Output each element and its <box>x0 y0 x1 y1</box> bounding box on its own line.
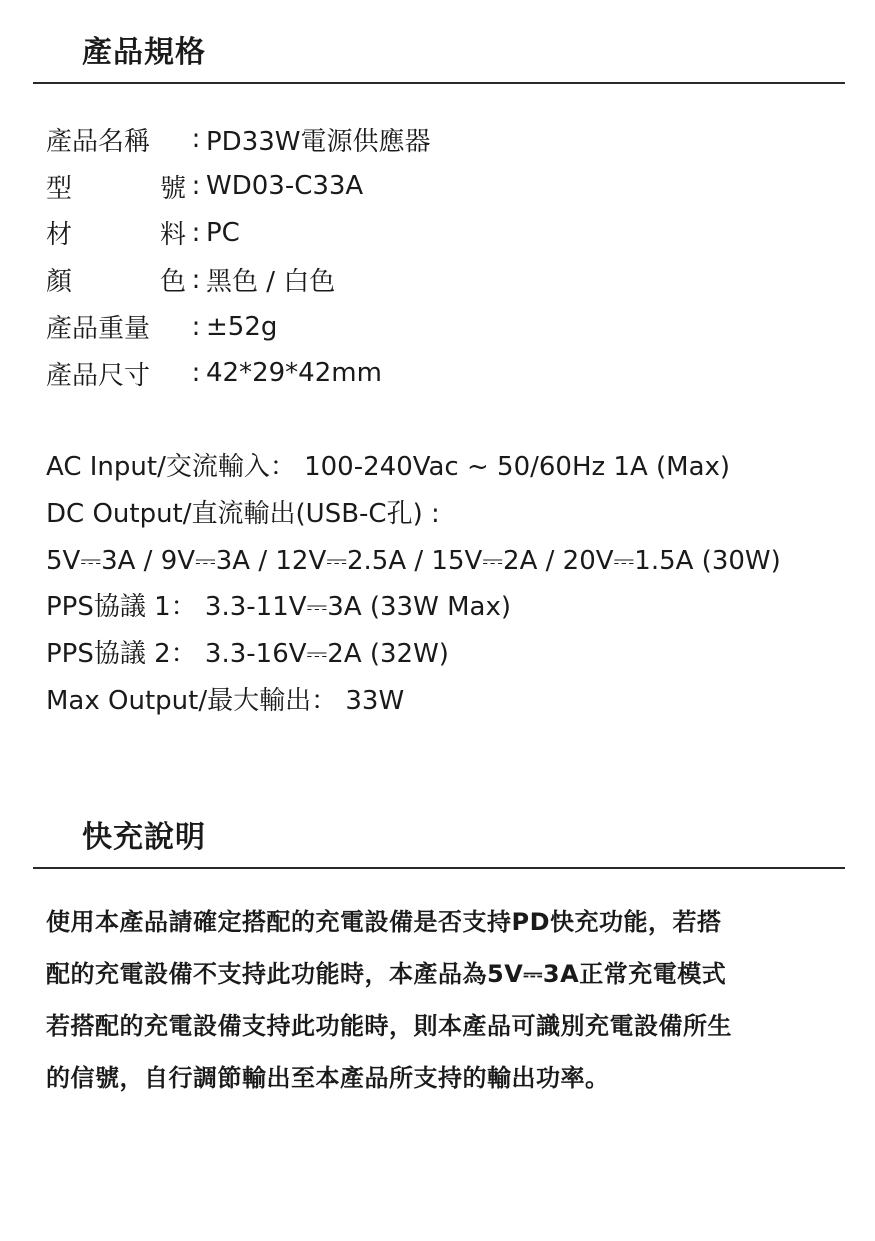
pps2-line: PPS協議 2： 3.3-16V⎓2A (32W) <box>46 639 449 670</box>
pps1-line: PPS協議 1： 3.3-11V⎓3A (33W Max) <box>46 592 511 623</box>
spec-heading-divider <box>33 82 845 84</box>
spec-label: 產品尺寸 <box>46 360 151 391</box>
spec-heading: 產品規格 <box>82 35 206 70</box>
max-output-line: Max Output/最大輸出： 33W <box>46 685 405 716</box>
spec-separator: : <box>191 124 201 155</box>
spec-value: 42*29*42mm <box>206 358 382 389</box>
description-line: 的信號，自行調節輸出至本產品所支持的輸出功率。 <box>46 1064 610 1092</box>
spec-label: 材 料 <box>46 220 186 251</box>
spec-label: 產品重量 <box>46 314 151 345</box>
fast-charge-heading: 快充說明 <box>82 820 206 855</box>
description-line: 若搭配的充電設備支持此功能時，則本產品可識別充電設備所生 <box>46 1012 732 1040</box>
description-line: 使用本產品請確定搭配的充電設備是否支持PD快充功能，若搭 <box>46 908 722 936</box>
description-line: 配的充電設備不支持此功能時，本產品為5V⎓3A正常充電模式 <box>46 960 727 988</box>
spec-row-material <box>46 210 846 257</box>
spec-label: 型 號 <box>46 173 186 204</box>
fast-charge-heading-divider <box>33 867 845 869</box>
spec-list <box>46 116 846 397</box>
spec-separator: : <box>191 358 201 389</box>
spec-separator: : <box>191 171 201 202</box>
spec-label: 產品名稱 <box>46 126 151 157</box>
spec-row-dimensions <box>46 350 846 397</box>
fast-charge-description <box>46 896 846 1104</box>
spec-separator: : <box>191 311 201 342</box>
spec-row-product-name <box>46 116 846 163</box>
spec-separator: : <box>191 264 201 295</box>
spec-label: 顏 色 <box>46 267 186 298</box>
spec-value: 黑色 / 白色 <box>206 267 336 298</box>
ac-input-line: AC Input/交流輸入： 100-240Vac ~ 50/60Hz 1A (Max) <box>46 452 731 482</box>
spec-value: PC <box>206 217 240 248</box>
spec-separator: : <box>191 217 201 248</box>
dc-output-line: DC Output/直流輸出(USB-C孔) : <box>46 498 440 529</box>
spec-value: WD03-C33A <box>206 171 364 202</box>
pd-output-line: 5V⎓3A / 9V⎓3A / 12V⎓2.5A / 15V⎓2A / 20V⎓1.5A (30W) <box>46 545 781 576</box>
spec-value: ±52g <box>206 311 278 342</box>
spec-row-weight <box>46 303 846 350</box>
power-spec-list <box>46 444 846 725</box>
spec-value: PD33W電源供應器 <box>206 126 431 157</box>
spec-row-model <box>46 163 846 210</box>
spec-row-color <box>46 256 846 303</box>
